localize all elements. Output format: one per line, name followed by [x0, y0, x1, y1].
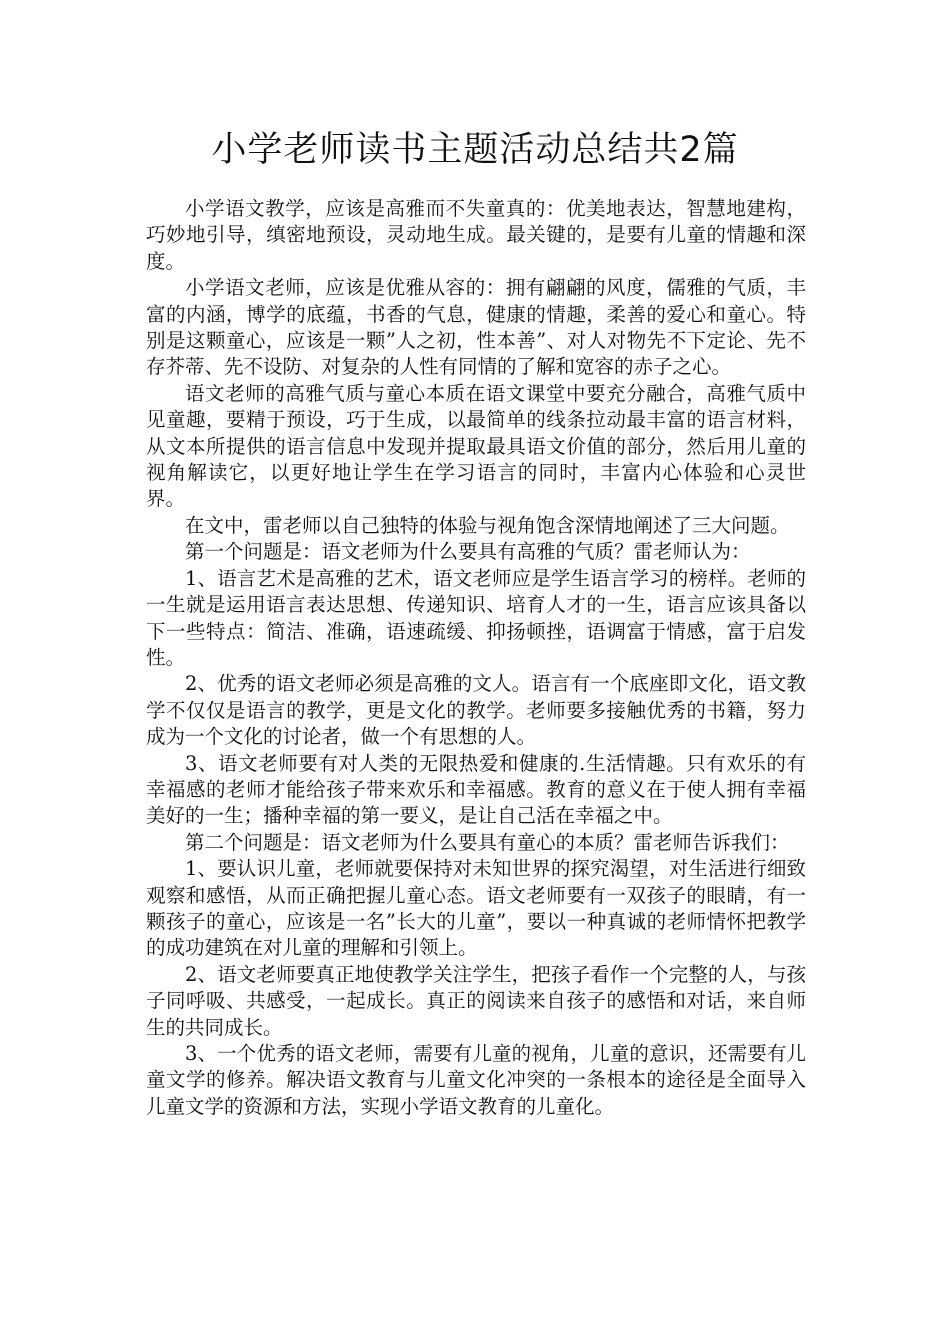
paragraph: 在文中，雷老师以自己独特的体验与视角饱含深情地阐述了三大问题。 — [185, 513, 790, 537]
paragraph: 语文老师的高雅气质与童心本质在语文课堂中要充分融合，高雅气质中见童趣，要精于预设，巧于生成，以最简单的线条拉动最丰富的语言材料，从文本所提供的语言信息中发现并提取最具语文价值的部分，然后用儿童的视角解读它，以更好地让学生在学习语言的同时，丰富内心体验和心灵世界。 — [146, 381, 806, 511]
paragraph: 小学语文老师，应该是优雅从容的：拥有翩翩的风度，儒雅的气质，丰富的内涵，博学的底蕴，书香的气息，健康的情趣，柔善的爱心和童心。特别是这颗童心，应该是一颗”人之初，性本善”、对人对物先不下定论、先不存芥蒂、先不设防、对复杂的人性有同情的了解和宽容的赤子之心。 — [146, 276, 806, 379]
paragraph: 第一个问题是：语文老师为什么要具有高雅的气质？雷老师认为： — [185, 540, 751, 564]
paragraph: 1、要认识儿童，老师就要保持对未知世界的探究渴望，对生活进行细致观察和感悟，从而正确把握儿童心态。语文老师要有一双孩子的眼睛，有一颗孩子的童心，应该是一名”长大的儿童”，要以一种真诚的老师情怀把教学的成功建筑在对儿童的理解和引领上。 — [146, 857, 806, 960]
paragraph: 1、语言艺术是高雅的艺术，语文老师应是学生语言学习的榜样。老师的一生就是运用语言表达思想、传递知识、培育人才的一生，语言应该具备以下一些特点：简洁、准确，语速疏缓、抑扬顿挫，语调富于情感，富于启发性。 — [146, 566, 806, 669]
paragraph: 2、优秀的语文老师必须是高雅的文人。语言有一个底座即文化，语文教学不仅仅是语言的教学，更是文化的教学。老师要多接触优秀的书籍，努力成为一个文化的讨论者，做一个有思想的人。 — [146, 672, 806, 749]
paragraph: 小学语文教学，应该是高雅而不失童真的：优美地表达，智慧地建构，巧妙地引导，缜密地预设，灵动地生成。最关键的，是要有儿童的情趣和深度。 — [146, 197, 806, 273]
paragraph: 3、一个优秀的语文老师，需要有儿童的视角，儿童的意识，还需要有儿童文学的修养。解决语文教育与儿童文化冲突的一条根本的途径是全面导入儿童文学的资源和方法，实现小学语文教育的儿童化。 — [146, 1042, 806, 1118]
paragraph: 第二个问题是：语文老师为什么要具有童心的本质？雷老师告诉我们： — [185, 830, 790, 854]
paragraph: 2、语文老师要真正地使教学关注学生，把孩子看作一个完整的人，与孩子同呼吸、共感受，一起成长。真正的阅读来自孩子的感悟和对话，来自师生的共同成长。 — [146, 962, 806, 1039]
document-title: 小学老师读书主题活动总结共2篇 — [211, 130, 739, 170]
document-body — [146, 196, 806, 1120]
paragraph: 3、语文老师要有对人类的无限热爱和健康的.生活情趣。只有欢乐的有幸福感的老师才能给孩子带来欢乐和幸福感。教育的意义在于使人拥有幸福美好的一生；播种幸福的第一要义，是让自己活在幸福之中。 — [146, 751, 806, 828]
